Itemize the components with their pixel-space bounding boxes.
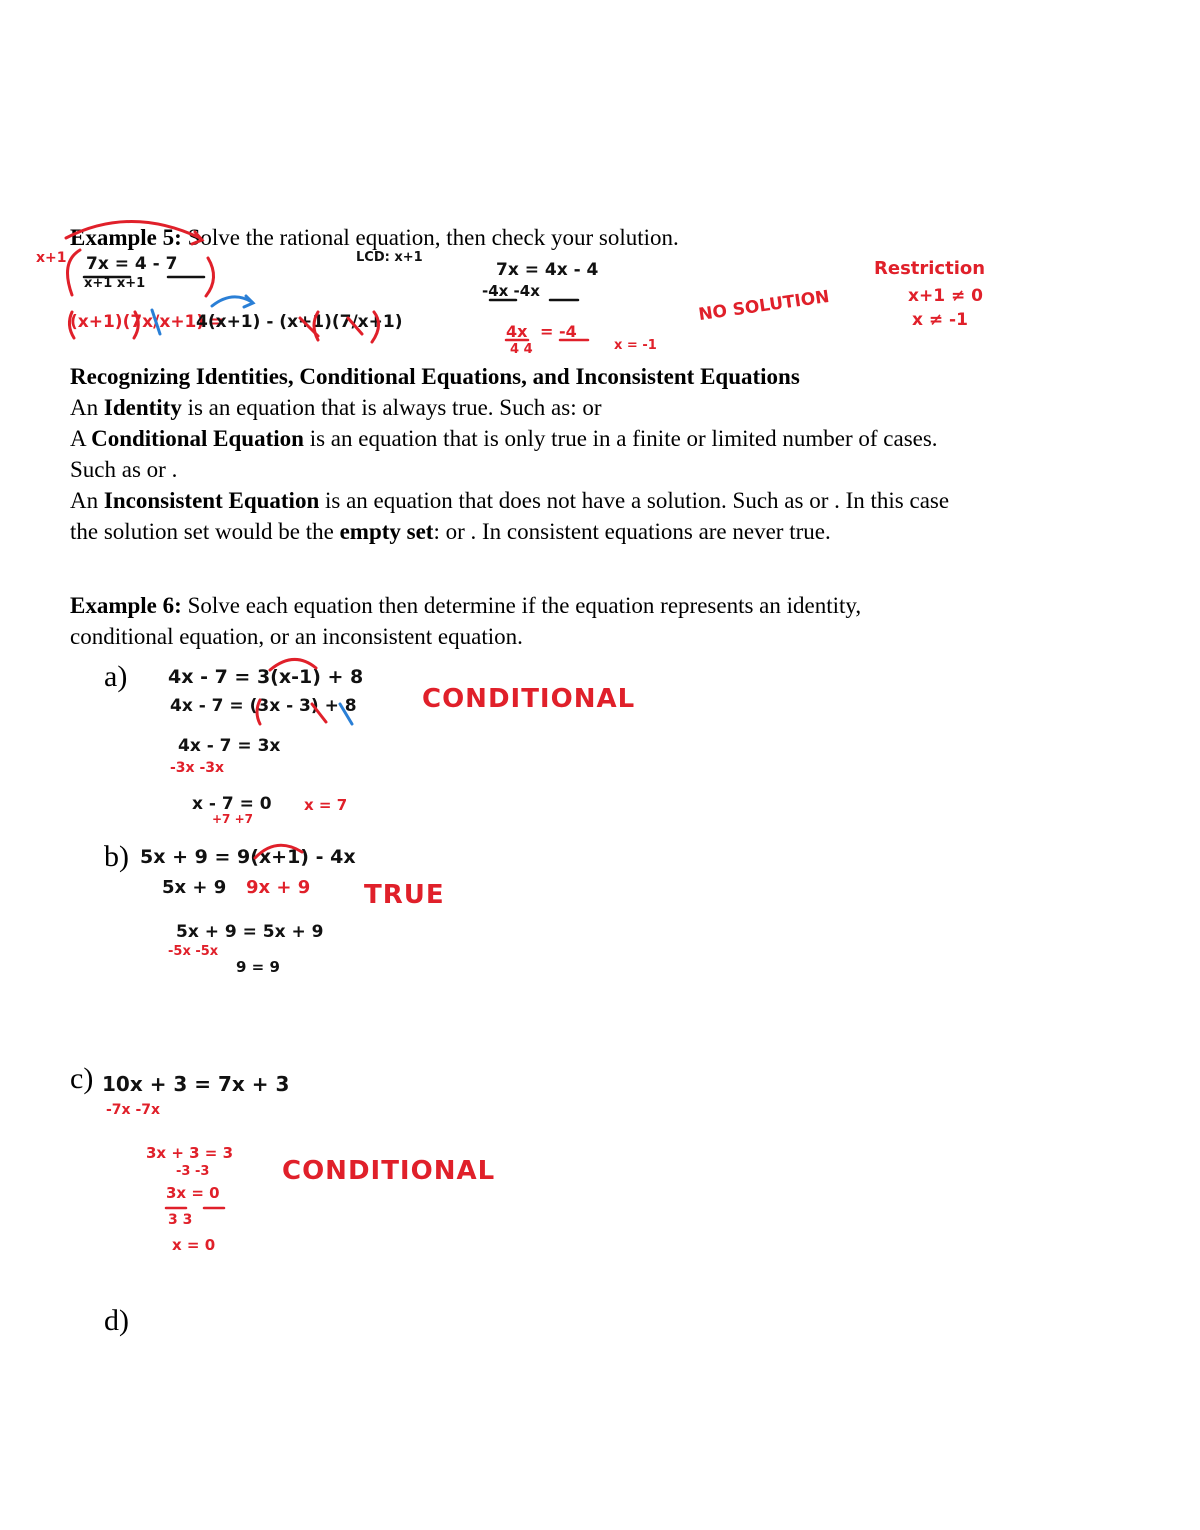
ex5-distribute-step: 4(x+1) - (x+1)(7/x+1): [196, 312, 403, 332]
part-c-label: c): [70, 1062, 94, 1095]
example5-label: Example 5:: [70, 225, 182, 250]
ex5-solve-line3a: 4x: [506, 322, 528, 341]
ex5-no-solution: NO SOLUTION: [697, 286, 831, 326]
ex5-restriction-1: x+1 ≠ 0: [908, 286, 983, 306]
ex5-multiply-step: (x+1)(7x/x+1) =: [70, 312, 225, 332]
inconsistent-empty-set: the solution set would be the empty set: or . In consistent equations are never true.: [70, 519, 831, 544]
ex5-restriction-title: Restriction: [874, 258, 986, 279]
part-d-label: d): [104, 1304, 129, 1337]
part-c-line2: -7x -7x: [106, 1102, 161, 1118]
part-a-line5: x - 7 = 0: [192, 794, 272, 814]
part-a-line2: 4x - 7 = (3x - 3) + 8: [170, 696, 357, 716]
ex5-restriction-2: x ≠ -1: [912, 310, 968, 330]
part-c-line7: x = 0: [172, 1236, 216, 1254]
example5-text: Solve the rational equation, then check your solution.: [181, 225, 679, 250]
part-c-line5: 3x = 0: [166, 1184, 220, 1202]
ex5-equation: 7x = 4 - 7: [86, 254, 178, 274]
part-b-line3: 5x + 9 = 5x + 9: [176, 922, 324, 942]
part-b-label: b): [104, 840, 129, 873]
ex5-margin-note: x+1: [36, 250, 67, 266]
part-a-answer: x = 7: [304, 796, 348, 814]
example5-heading: [70, 222, 679, 253]
ex5-solve-line3c: 4 4: [510, 342, 533, 357]
part-a-verdict: CONDITIONAL: [422, 684, 636, 714]
conditional-definition: A Conditional Equation is an equation that is only true in a finite or limited number of cases.: [70, 426, 938, 451]
ex5-blue-arrow: [212, 297, 252, 306]
section-heading: Recognizing Identities, Conditional Equations, and Inconsistent Equations: [70, 364, 800, 389]
part-b-line1: 5x + 9 = 9(x+1) - 4x: [140, 846, 356, 868]
part-a-line3: 4x - 7 = 3x: [178, 736, 281, 756]
ex5-left-bracket: [68, 250, 81, 295]
ex5-solve-line3b: = -4: [540, 322, 577, 341]
ex5-result: x = -1: [614, 338, 657, 353]
part-a-line6: +7 +7: [212, 812, 253, 826]
ex5-lcd: LCD: x+1: [356, 250, 423, 265]
ex5-right-bracket: [206, 258, 214, 296]
part-a-label: a): [104, 660, 128, 693]
part-b-line4: -5x -5x: [168, 944, 219, 959]
part-c-verdict: CONDITIONAL: [282, 1156, 496, 1186]
part-c-line3: 3x + 3 = 3: [146, 1144, 234, 1162]
part-b-line2a: 5x + 9: [162, 877, 227, 898]
ex5-denominators: x+1 x+1: [84, 276, 146, 291]
identity-definition: An Identity is an equation that is always true. Such as: or: [70, 395, 602, 420]
part-b-line5: 9 = 9: [236, 958, 280, 976]
inconsistent-definition: An Inconsistent Equation is an equation that does not have a solution. Such as or . In this case: [70, 488, 950, 513]
conditional-example: Such as or .: [70, 457, 178, 482]
part-c-line1: 10x + 3 = 7x + 3: [102, 1072, 290, 1096]
part-c-line6: 3 3: [168, 1212, 193, 1228]
part-c-line4: -3 -3: [176, 1164, 210, 1179]
part-a-line1: 4x - 7 = 3(x-1) + 8: [168, 666, 364, 688]
example6-heading-line2: conditional equation, or an inconsistent equation.: [70, 624, 523, 649]
ex5-solve-line2: -4x -4x: [482, 282, 540, 300]
ex5-solve-line1: 7x = 4x - 4: [496, 260, 599, 280]
part-b-verdict: TRUE: [364, 880, 445, 910]
part-b-line2b: 9x + 9: [246, 877, 311, 898]
part-a-line4: -3x -3x: [170, 760, 225, 776]
example6-heading: Example 6: Solve each equation then determine if the equation represents an identity,: [70, 593, 862, 618]
